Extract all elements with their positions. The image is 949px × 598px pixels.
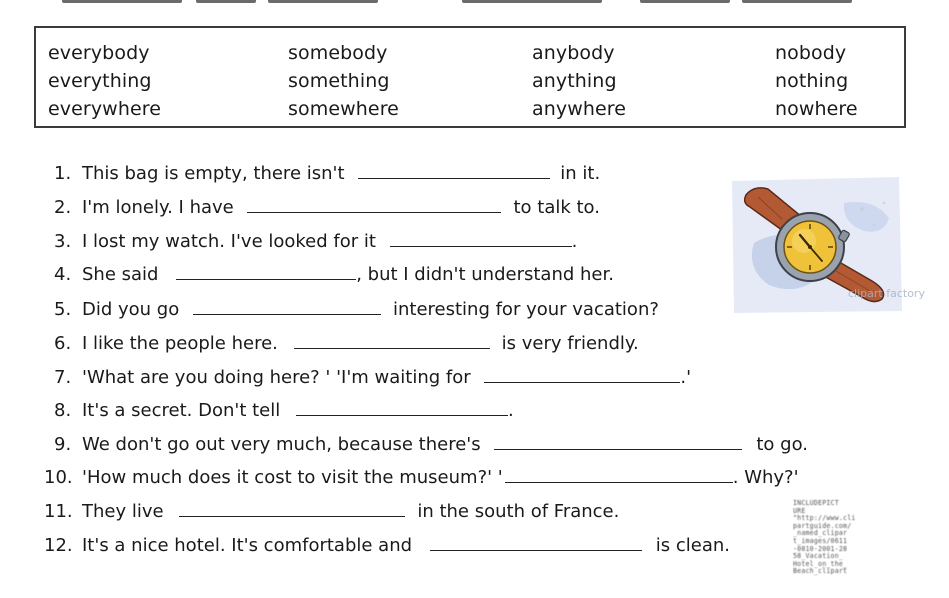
sentence-number: 1.: [54, 163, 72, 184]
caption-line: Beach_clipart: [793, 567, 848, 576]
sentence-text-after: is clean.: [655, 535, 731, 556]
sentence-text-after: is very friendly.: [501, 333, 639, 354]
caption-line: Hotel_on_the_: [793, 559, 848, 568]
answer-blank[interactable]: [247, 199, 501, 213]
answer-blank[interactable]: [494, 436, 742, 450]
sentence-number: 5.: [54, 299, 72, 320]
word-everything: everything: [48, 70, 152, 92]
sentence-text-after: to go.: [756, 434, 808, 455]
sentence-number: 12.: [44, 535, 73, 556]
word-nothing: nothing: [775, 70, 849, 92]
exercise-sentence: [54, 402, 514, 420]
sentence-text-before: She said: [82, 264, 159, 285]
word-anything: anything: [532, 70, 617, 92]
answer-blank[interactable]: [296, 402, 508, 416]
caption-line: partguide.com/: [793, 521, 852, 530]
wristwatch-illustration: [724, 173, 925, 315]
word-somebody: somebody: [288, 42, 388, 64]
exercise-sentence: [54, 369, 691, 387]
exercise-sentence: [44, 503, 619, 521]
sentence-number: 9.: [54, 434, 72, 455]
sentence-text-after: .': [680, 367, 692, 388]
sentence-number: 10.: [44, 467, 73, 488]
exercise-sentence: [54, 199, 600, 217]
answer-blank[interactable]: [193, 301, 381, 315]
sentence-text-before: 'What are you doing here? ' 'I'm waiting for: [82, 367, 471, 388]
exercise-sentence: [54, 335, 639, 353]
answer-blank[interactable]: [505, 469, 733, 483]
sentence-text-after: , but I didn't understand her.: [356, 264, 614, 285]
word-somewhere: somewhere: [288, 98, 399, 120]
sentence-text-after: . Why?': [732, 467, 799, 488]
word-anybody: anybody: [532, 42, 615, 64]
exercise-sentence: [44, 537, 730, 555]
caption-line: INCLUDEPICT: [793, 499, 839, 507]
sentence-number: 11.: [44, 501, 73, 522]
word-everybody: everybody: [48, 42, 150, 64]
clipart-watermark: clipart factory: [848, 287, 925, 300]
exercise-sentence: [54, 301, 659, 319]
answer-blank[interactable]: [484, 369, 680, 383]
answer-blank[interactable]: [294, 335, 490, 349]
sentence-number: 4.: [54, 264, 72, 285]
sentence-number: 6.: [54, 333, 72, 354]
sentence-text-before: We don't go out very much, because there's: [82, 434, 481, 455]
caption-line: 58_Vacation_: [793, 552, 844, 561]
caption-line: "http://www.cli: [793, 514, 856, 523]
answer-blank[interactable]: [430, 537, 642, 551]
sentence-text-after: .: [507, 400, 514, 421]
answer-blank[interactable]: [358, 165, 550, 179]
word-anywhere: anywhere: [532, 98, 627, 120]
exercise-sentence: [54, 436, 808, 454]
sentence-text-before: This bag is empty, there isn't: [82, 163, 345, 184]
sentence-text-before: I lost my watch. I've looked for it: [82, 231, 376, 252]
word-nowhere: nowhere: [775, 98, 858, 120]
sentence-number: 2.: [54, 197, 72, 218]
word-nobody: nobody: [775, 42, 847, 64]
sentence-text-before: Did you go: [82, 299, 180, 320]
sentence-number: 3.: [54, 231, 72, 252]
sentence-text-before: It's a secret. Don't tell: [82, 400, 281, 421]
caption-line: t_images/0611: [793, 536, 848, 545]
exercise-sentence: [44, 469, 799, 487]
exercise-sentence: [54, 165, 600, 183]
wristwatch-icon: [724, 173, 925, 315]
image-source-caption: [793, 500, 938, 596]
caption-line: -0810-2001-28: [793, 544, 848, 553]
caption-line: _named_clipar: [793, 529, 848, 538]
cropped-heading-strip: [0, 0, 949, 8]
caption-line: URE: [793, 506, 806, 515]
sentence-text-before: 'How much does it cost to visit the museum?' ': [82, 467, 503, 488]
sentence-text-before: I'm lonely. I have: [82, 197, 234, 218]
sentence-text-after: .: [571, 231, 578, 252]
word-something: something: [288, 70, 390, 92]
indefinite-pronoun-word-box: [34, 26, 906, 128]
sentence-text-after: to talk to.: [513, 197, 600, 218]
word-everywhere: everywhere: [48, 98, 162, 120]
exercise-sentence: [54, 233, 577, 251]
answer-blank[interactable]: [179, 503, 405, 517]
answer-blank[interactable]: [390, 233, 572, 247]
sentence-text-after: in the south of France.: [417, 501, 620, 522]
sentence-number: 8.: [54, 400, 72, 421]
sentence-number: 7.: [54, 367, 72, 388]
answer-blank[interactable]: [176, 266, 356, 280]
sentence-text-before: I like the people here.: [82, 333, 278, 354]
exercise-sentence: [54, 266, 614, 284]
sentence-text-before: They live: [82, 501, 164, 522]
sentence-text-before: It's a nice hotel. It's comfortable and: [82, 535, 413, 556]
sentence-text-after: interesting for your vacation?: [392, 299, 659, 320]
sentence-text-after: in it.: [560, 163, 601, 184]
